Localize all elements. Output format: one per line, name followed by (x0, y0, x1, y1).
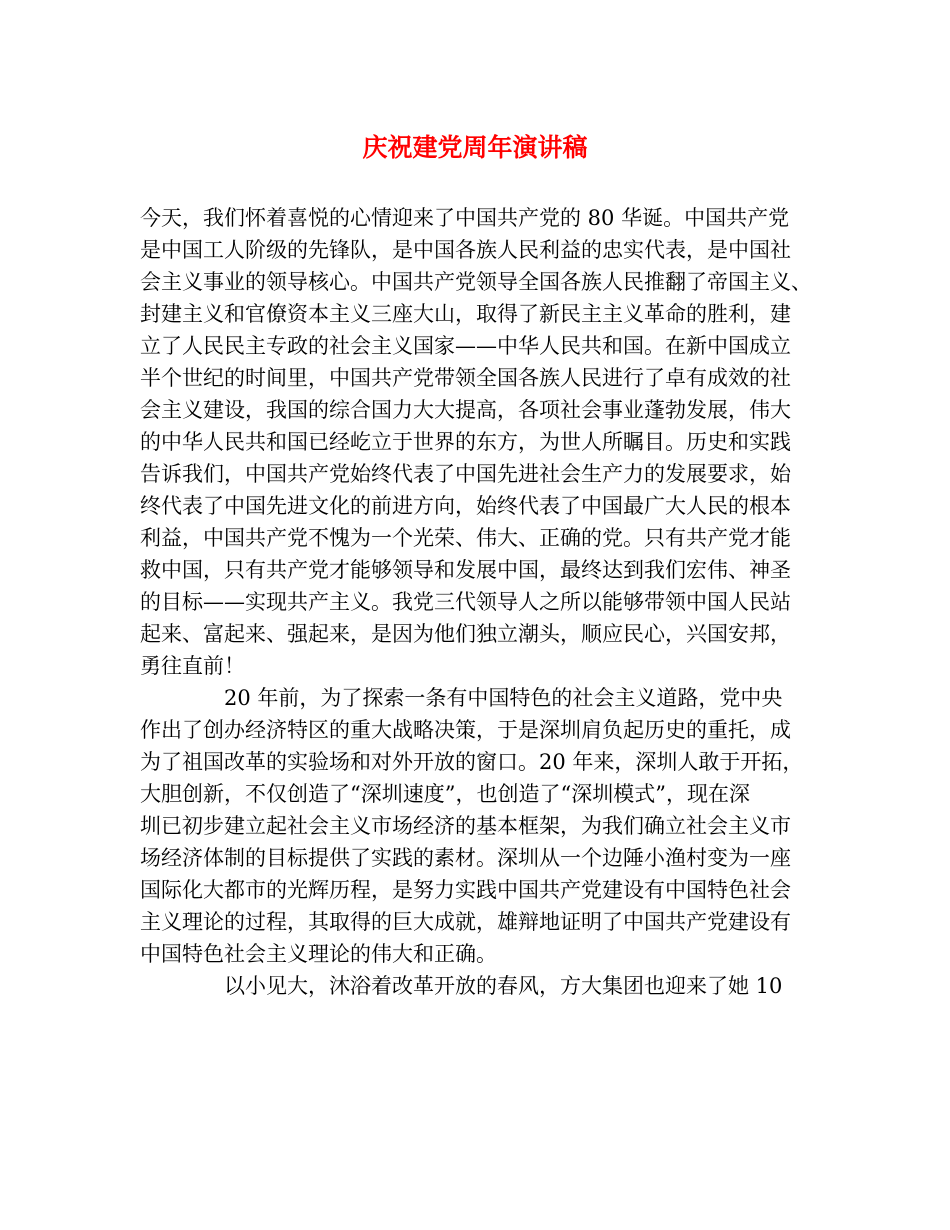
body-line: 主义理论的过程，其取得的巨大成就，雄辩地证明了中国共产党建设有 (140, 910, 791, 934)
body-line: 勇往直前！ (140, 654, 245, 678)
paragraph-start-line: 以小见大，沐浴着改革开放的春风，方大集团也迎来了她 10 (224, 974, 783, 998)
body-line: 起来、富起来、强起来，是因为他们独立潮头，顺应民心，兴国安邦， (140, 622, 791, 646)
document-body (140, 202, 820, 1002)
body-line: 今天，我们怀着喜悦的心情迎来了中国共产党的 80 华诞。中国共产党 (140, 206, 790, 230)
body-line: 圳已初步建立起社会主义市场经济的基本框架，为我们确立社会主义市 (140, 814, 791, 838)
body-line: 大胆创新，不仅创造了“深圳速度”，也创造了“深圳模式”，现在深 (140, 782, 750, 806)
body-line: 的中华人民共和国已经屹立于世界的东方，为世人所瞩目。历史和实践 (140, 430, 791, 454)
body-line: 终代表了中国先进文化的前进方向，始终代表了中国最广大人民的根本 (140, 494, 791, 518)
body-line: 利益，中国共产党不愧为一个光荣、伟大、正确的党。只有共产党才能 (140, 526, 791, 550)
body-line: 的目标——实现共产主义。我党三代领导人之所以能够带领中国人民站 (140, 590, 791, 614)
body-line: 为了祖国改革的实验场和对外开放的窗口。20 年来，深圳人敢于开拓， (140, 750, 804, 774)
body-line: 会主义建设，我国的综合国力大大提高，各项社会事业蓬勃发展，伟大 (140, 398, 791, 422)
body-line: 告诉我们，中国共产党始终代表了中国先进社会生产力的发展要求，始 (140, 462, 791, 486)
document-title: 庆祝建党周年演讲稿 (362, 133, 588, 162)
body-line: 场经济体制的目标提供了实践的素材。深圳从一个边陲小渔村变为一座 (140, 846, 791, 870)
body-line: 是中国工人阶级的先锋队，是中国各族人民利益的忠实代表，是中国社 (140, 238, 791, 262)
body-line: 封建主义和官僚资本主义三座大山，取得了新民主主义革命的胜利，建 (140, 302, 791, 326)
body-line: 立了人民民主专政的社会主义国家——中华人民共和国。在新中国成立 (140, 334, 791, 358)
body-line: 国际化大都市的光辉历程，是努力实践中国共产党建设有中国特色社会 (140, 878, 791, 902)
body-line: 救中国，只有共产党才能够领导和发展中国，最终达到我们宏伟、神圣 (140, 558, 791, 582)
body-line: 会主义事业的领导核心。中国共产党领导全国各族人民推翻了帝国主义、 (140, 270, 812, 294)
body-line: 中国特色社会主义理论的伟大和正确。 (140, 942, 497, 966)
body-line: 半个世纪的时间里，中国共产党带领全国各族人民进行了卓有成效的社 (140, 366, 791, 390)
paragraph-start-line: 20 年前，为了探索一条有中国特色的社会主义道路，党中央 (224, 686, 783, 710)
body-line: 作出了创办经济特区的重大战略决策，于是深圳肩负起历史的重托，成 (140, 718, 791, 742)
